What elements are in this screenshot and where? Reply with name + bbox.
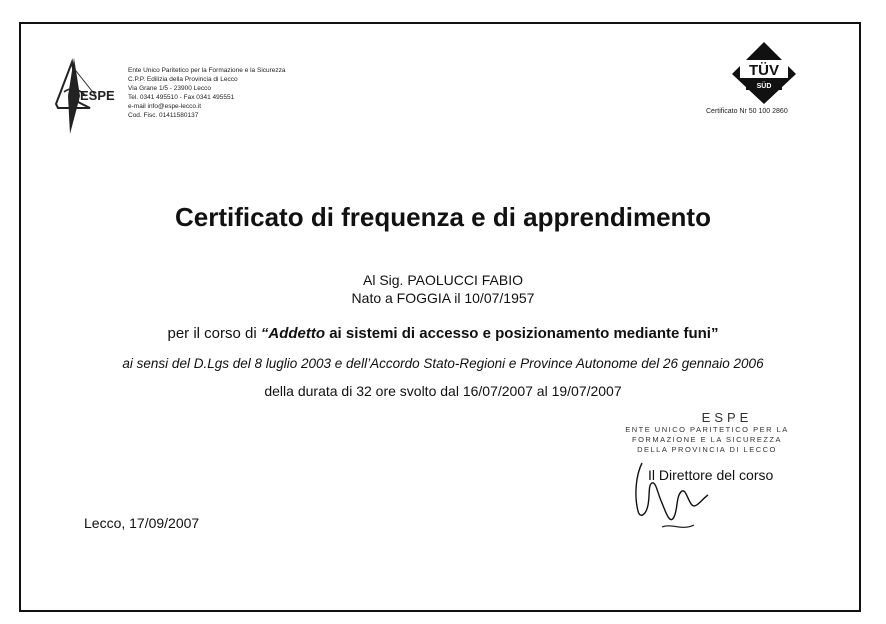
- issuer-line: Via Grane 1/5 - 23900 Lecco: [128, 84, 211, 92]
- course-line: [0, 325, 886, 342]
- course-duration: della durata di 32 ore svolto dal 16/07/2007 al 19/07/2007: [264, 383, 622, 399]
- issuer-line: C.P.P. Edilizia della Provincia di Lecco: [128, 75, 238, 83]
- course-name-italic: Addetto: [268, 325, 326, 342]
- certificate-title: Certificato di frequenza e di apprendimento: [175, 202, 711, 232]
- tuv-logo-text: TÜV: [749, 62, 779, 79]
- course-open-quote: “: [260, 325, 269, 342]
- birth-info: Nato a FOGGIA il 10/07/1957: [351, 290, 535, 306]
- tuv-logo-icon: [728, 40, 800, 106]
- issuer-line: Tel. 0341 495510 - Fax 0341 495551: [128, 93, 235, 101]
- issuer-line: Cod. Fisc. 01411580137: [128, 111, 199, 119]
- stamp-head: ESPE: [701, 410, 753, 425]
- espe-logo-icon: [50, 56, 130, 141]
- issuer-line: e-mail info@espe-lecco.it: [128, 102, 202, 110]
- stamp-line: DELLA PROVINCIA DI LECCO: [637, 445, 777, 454]
- signature-icon: [622, 455, 732, 535]
- course-close-quote: ”: [710, 325, 719, 342]
- tuv-logo-subtext: SÜD: [756, 83, 772, 90]
- issuer-block: [128, 67, 286, 120]
- espe-logo-text: ESPE: [80, 88, 115, 103]
- legal-basis: ai sensi del D.Lgs del 8 luglio 2003 e dell’Accordo Stato-Regioni e Province Autonome del 26 gennaio 2006: [122, 356, 764, 371]
- issuer-line: Ente Unico Paritetico per la Formazione e la Sicurezza: [128, 67, 286, 74]
- course-prefix: per il corso di: [167, 325, 261, 342]
- director-label: Il Direttore del corso: [648, 467, 774, 483]
- course-name: ai sistemi di accesso e posizionamento mediante funi: [325, 325, 711, 342]
- stamp-line: FORMAZIONE E LA SICUREZZA: [631, 435, 782, 444]
- recipient-name: Al Sig. PAOLUCCI FABIO: [362, 272, 523, 288]
- stamp-line: ENTE UNICO PARITETICO PER LA: [625, 425, 789, 434]
- certificate-number: Certificato Nr 50 100 2860: [706, 108, 788, 115]
- place-date: Lecco, 17/09/2007: [84, 515, 200, 531]
